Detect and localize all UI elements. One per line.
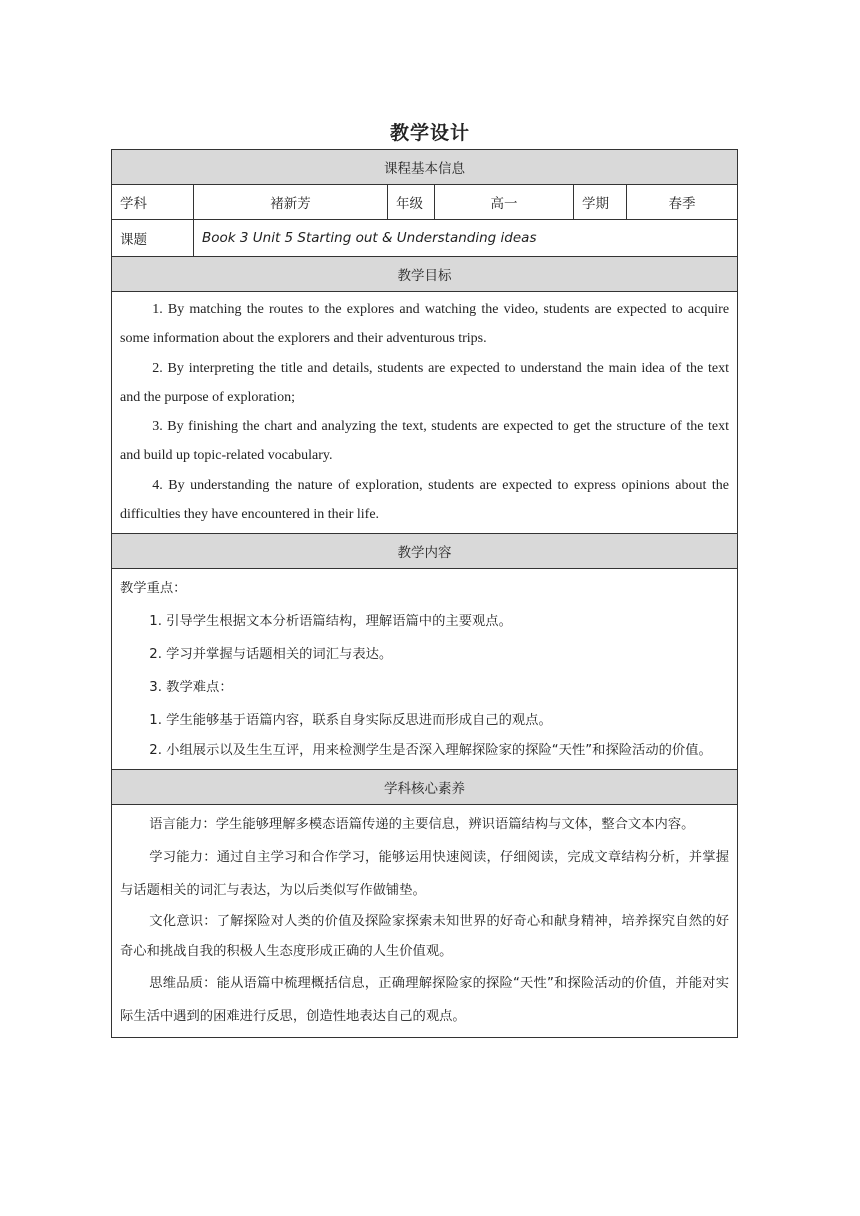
content-header: 教学内容: [112, 534, 738, 569]
grade-label: 年级: [388, 185, 435, 220]
content-line: 1. 引导学生根据文本分析语篇结构，理解语篇中的主要观点。: [149, 614, 512, 630]
objectives-header: 教学目标: [112, 257, 738, 292]
key-points-label: 教学重点：: [120, 581, 187, 597]
literacy-header: 学科核心素养: [112, 770, 738, 805]
content-line: 3. 教学难点：: [149, 680, 233, 696]
term-value: 春季: [627, 185, 738, 220]
term-label: 学期: [574, 185, 627, 220]
objective-item: 3. By finishing the chart and analyzing the text, students are expected to get the structure of the text and build up topic-related vocabulary.: [120, 419, 730, 464]
grade-value: 高一: [435, 185, 574, 220]
literacy-cell: [112, 805, 738, 1038]
subject-label: 学科: [112, 185, 194, 220]
content-line: 1. 学生能够基于语篇内容，联系自身实际反思进而形成自己的观点。: [149, 713, 552, 729]
literacy-paragraph: 思维品质：能从语篇中梳理概括信息，正确理解探险家的探险“天性”和探险活动的价值，并能对实际生活中遇到的困难进行反思，创造性地表达自己的观点。: [120, 976, 730, 1025]
objective-item: 2. By interpreting the title and details, students are expected to understand the main idea of the text and the purpose of exploration;: [120, 360, 730, 405]
subject-value: 褚新芳: [194, 185, 388, 220]
content-line: 2. 小组展示以及生生互评，用来检测学生是否深入理解探险家的探险“天性”和探险活动的价值。: [149, 743, 712, 759]
literacy-paragraph: 学习能力：通过自主学习和合作学习，能够运用快速阅读，仔细阅读，完成文章结构分析，并掌握与话题相关的词汇与表达，为以后类似写作做铺垫。: [120, 850, 730, 899]
objective-item: 4. By understanding the nature of exploration, students are expected to express opinions about the difficulties they have encountered in their life.: [120, 477, 730, 523]
content-line: 2. 学习并掌握与话题相关的词汇与表达。: [149, 647, 393, 663]
topic-label: 课题: [112, 220, 194, 257]
literacy-paragraph: 语言能力：学生能够理解多模态语篇传递的主要信息，辨识语篇结构与文体，整合文本内容。: [149, 817, 695, 833]
objective-item: 1. By matching the routes to the explores and watching the video, students are expected to acquire some information about the explorers and their adventurous trips.: [120, 302, 730, 347]
objectives-cell: [112, 292, 738, 534]
topic-value: Book 3 Unit 5 Starting out & Understanding ideas: [194, 220, 738, 257]
course-info-header: 课程基本信息: [112, 150, 738, 185]
literacy-paragraph: 文化意识：了解探险对人类的价值及探险家探索未知世界的好奇心和献身精神，培养探究自然的好奇心和挑战自我的积极人生态度形成正确的人生价值观。: [120, 914, 730, 960]
content-cell: [112, 569, 738, 770]
page-title: 教学设计: [389, 122, 470, 144]
lesson-design-table: [111, 149, 738, 1038]
